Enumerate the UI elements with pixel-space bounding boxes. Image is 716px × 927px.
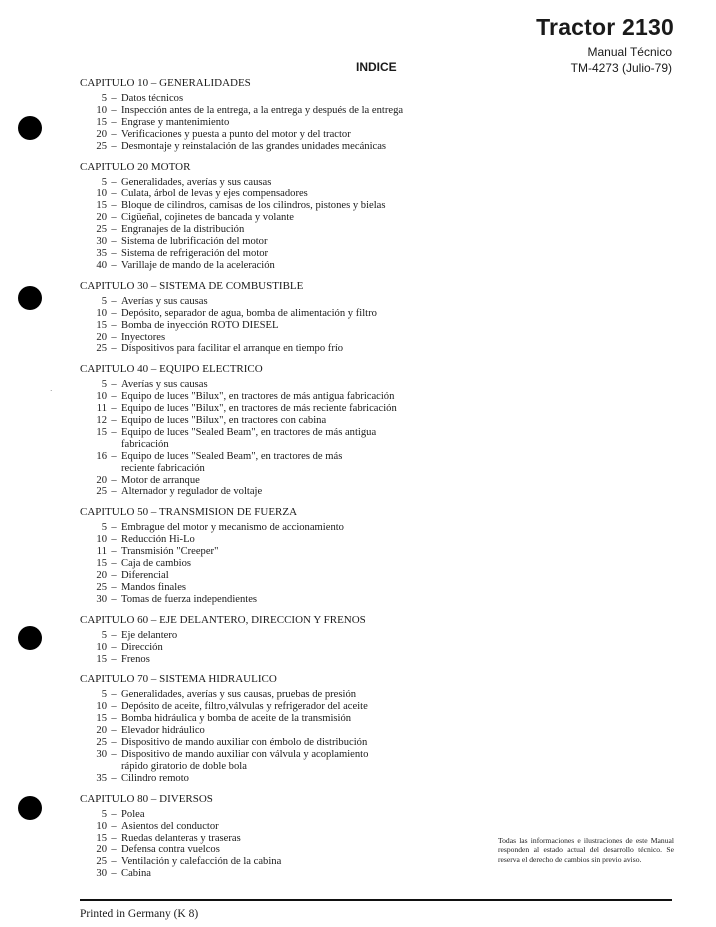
toc-entry <box>80 725 500 737</box>
entry-line: Ventilación y calefacción de la cabina <box>121 856 282 868</box>
entry-dash: – <box>111 104 117 116</box>
entry-line: Sistema de refrigeración del motor <box>121 247 269 259</box>
entry-number: 11 <box>96 546 107 558</box>
entry-line: Ruedas delanteras y traseras <box>121 832 241 844</box>
entry-dash: – <box>111 295 117 307</box>
entry-text <box>121 868 500 880</box>
entry-dash: – <box>111 546 117 558</box>
entry-number: 25 <box>96 343 107 355</box>
entry-line: Engrase y mantenimiento <box>121 116 230 128</box>
entry-number: 20 <box>96 474 107 486</box>
entry-line: Inyectores <box>121 331 166 343</box>
chapter-title: CAPITULO 50 – TRANSMISION DE FUERZA <box>80 506 298 519</box>
toc-entry <box>80 833 500 845</box>
entry-text <box>121 129 500 141</box>
entry-line: Polea <box>121 808 145 820</box>
entry-text <box>121 713 500 725</box>
toc-entry <box>80 212 500 224</box>
entry-text <box>121 546 500 558</box>
entry-number: 15 <box>96 558 107 570</box>
entry-text <box>121 844 500 856</box>
chapter-title: CAPITULO 30 – SISTEMA DE COMBUSTIBLE <box>80 279 304 292</box>
entry-number: 30 <box>96 748 107 760</box>
entry-line: Bomba hidráulica y bomba de aceite de la transmisión <box>121 713 352 725</box>
entry-text <box>121 188 500 200</box>
entry-line: Equipo de luces "Bilux", en tractores con cabina <box>121 415 327 427</box>
entry-dash: – <box>111 653 117 665</box>
entry-text <box>121 177 500 189</box>
entry-text <box>121 558 500 570</box>
entry-number: 10 <box>96 188 107 200</box>
chapter-title: CAPITULO 40 – EQUIPO ELECTRICO <box>80 363 263 376</box>
chapter-title: CAPITULO 60 – EJE DELANTERO, DIRECCION Y FRENOS <box>80 613 366 626</box>
entry-number: 25 <box>96 486 107 498</box>
entry-dash: – <box>111 689 117 701</box>
entry-number: 11 <box>96 403 107 415</box>
entry-number: 20 <box>96 331 107 343</box>
entry-dash: – <box>111 319 117 331</box>
manual-code: TM-4273 (Julio-79) <box>570 61 672 75</box>
toc-entry <box>80 451 500 475</box>
entry-dash: – <box>111 486 117 498</box>
entry-line: Engranajes de la distribución <box>121 224 245 236</box>
entry-dash: – <box>111 391 117 403</box>
entry-dash: – <box>111 570 117 581</box>
entry-number: 25 <box>96 737 107 749</box>
entry-dash: – <box>111 450 117 462</box>
entry-text <box>121 833 500 845</box>
entry-dash: – <box>111 737 117 749</box>
entry-line: Motor de arranque <box>121 474 200 486</box>
entry-dash: – <box>111 629 117 641</box>
toc-entry <box>80 856 500 868</box>
entry-line: Generalidades, averías y sus causas, pruebas de presión <box>121 689 357 701</box>
toc-entry <box>80 260 500 272</box>
entry-dash: – <box>111 236 117 248</box>
toc-entry <box>80 296 500 308</box>
entry-line: Dispositivos para facilitar el arranque en tiempo frío <box>121 343 344 355</box>
toc-entry <box>80 141 500 153</box>
entry-number: 10 <box>96 701 107 713</box>
entry-dash: – <box>111 379 117 391</box>
entry-number: 10 <box>96 307 107 319</box>
entry-line: Equipo de luces "Sealed Beam", en tractores de más antigua <box>121 426 377 438</box>
entry-number: 25 <box>96 581 107 593</box>
toc-entry <box>80 546 500 558</box>
entry-text <box>121 725 500 737</box>
entry-number: 25 <box>96 224 107 236</box>
entry-dash: – <box>111 426 117 438</box>
entry-number: 15 <box>96 832 107 844</box>
toc-entry <box>80 522 500 534</box>
chapter-title: CAPITULO 70 – SISTEMA HIDRAULICO <box>80 673 277 686</box>
entry-text <box>121 856 500 868</box>
entry-dash: – <box>111 403 117 415</box>
entry-line: Desmontaje y reinstalación de las grandes unidades mecánicas <box>121 140 387 152</box>
entry-dash: – <box>111 581 117 593</box>
manual-label: Manual Técnico <box>587 45 672 59</box>
entry-number: 10 <box>96 641 107 653</box>
entry-text <box>121 248 500 260</box>
entry-text <box>121 403 500 415</box>
entry-dash: – <box>111 713 117 725</box>
entry-text <box>121 821 500 833</box>
entry-number: 16 <box>96 450 107 462</box>
entry-text <box>121 534 500 546</box>
toc-entry <box>80 582 500 594</box>
toc-entry <box>80 701 500 713</box>
toc-entry <box>80 654 500 666</box>
chapter-title: CAPITULO 10 – GENERALIDADES <box>80 77 251 89</box>
entry-text <box>121 654 500 666</box>
entry-text <box>121 93 500 105</box>
entry-number: 15 <box>96 713 107 725</box>
toc-entry <box>80 308 500 320</box>
entry-dash: – <box>111 558 117 570</box>
legal-notice: Todas las informaciones e ilustraciones de este Manual responden al estado actual del desarrollo técnico. Se reserva el derecho de cambios sin previo aviso. <box>498 836 674 864</box>
entry-line: Averías y sus causas <box>121 379 208 391</box>
entry-number: 15 <box>96 116 107 128</box>
entry-number: 30 <box>96 868 107 880</box>
entry-text <box>121 737 500 749</box>
entry-line: Dispositivo de mando auxiliar con émbolo de distribución <box>121 737 368 749</box>
toc-entry <box>80 129 500 141</box>
entry-dash: – <box>111 808 117 820</box>
entry-line: Dispositivo de mando auxiliar con válvula y acoplamiento <box>121 748 369 760</box>
entry-dash: – <box>111 868 117 880</box>
chapter-title: CAPITULO 20 MOTOR <box>80 160 191 173</box>
toc-entry <box>80 749 500 773</box>
entry-number: 20 <box>96 844 107 856</box>
toc-entry <box>80 475 500 487</box>
entry-number: 30 <box>96 236 107 248</box>
entry-text <box>121 642 500 654</box>
toc-entry <box>80 200 500 212</box>
entry-dash: – <box>111 343 117 355</box>
entry-number: 5 <box>101 379 107 391</box>
toc-entry <box>80 594 500 606</box>
entry-dash: – <box>111 128 117 140</box>
entry-dash: – <box>111 212 117 224</box>
entry-text <box>121 105 500 117</box>
entry-text <box>121 308 500 320</box>
toc-entry <box>80 713 500 725</box>
toc-entry <box>80 105 500 117</box>
entry-line: Transmisión "Creeper" <box>121 546 219 558</box>
entry-line: Depósito, separador de agua, bomba de alimentación y filtro <box>121 307 377 319</box>
entry-line: Averías y sus causas <box>121 295 208 307</box>
entry-number: 30 <box>96 593 107 605</box>
entry-dash: – <box>111 748 117 760</box>
toc-entry <box>80 737 500 749</box>
toc-entry <box>80 868 500 880</box>
entry-text <box>121 689 500 701</box>
entry-dash: – <box>111 856 117 868</box>
entry-text <box>121 630 500 642</box>
entry-line: Equipo de luces "Bilux", en tractores de más reciente fabricación <box>121 403 397 415</box>
entry-dash: – <box>111 844 117 856</box>
entry-line: Cabina <box>121 868 152 880</box>
entry-dash: – <box>111 140 117 152</box>
footer-imprint: Printed in Germany (K 8) <box>80 908 199 920</box>
toc-entry <box>80 689 500 701</box>
entry-line: Reducción Hi-Lo <box>121 534 195 546</box>
entry-dash: – <box>111 725 117 737</box>
entry-number: 15 <box>96 426 107 438</box>
toc-entry <box>80 343 500 355</box>
entry-line: Defensa contra vuelcos <box>121 844 220 856</box>
entry-line: Sistema de lubrificación del motor <box>121 236 268 248</box>
entry-line: Eje delantero <box>121 629 178 641</box>
entry-text <box>121 391 500 403</box>
entry-dash: – <box>111 415 117 427</box>
entry-number: 20 <box>96 128 107 140</box>
entry-number: 5 <box>101 93 107 104</box>
entry-text <box>121 296 500 308</box>
entry-text <box>121 212 500 224</box>
entry-dash: – <box>111 176 117 188</box>
entry-text <box>121 415 500 427</box>
entry-dash: – <box>111 593 117 605</box>
entry-number: 20 <box>96 212 107 224</box>
entry-line: Frenos <box>121 653 150 665</box>
document-title: Tractor 2130 <box>536 14 674 40</box>
entry-text <box>121 379 500 391</box>
toc-entry <box>80 224 500 236</box>
margin-mark: · <box>50 387 53 395</box>
entry-line: Caja de cambios <box>121 558 192 570</box>
entry-text <box>121 320 500 332</box>
entry-line: rápido giratorio de doble bola <box>121 760 247 772</box>
entry-dash: – <box>111 116 117 128</box>
entry-number: 35 <box>96 772 107 784</box>
entry-dash: – <box>111 307 117 319</box>
toc-entry <box>80 403 500 415</box>
entry-text <box>121 260 500 272</box>
entry-number: 25 <box>96 856 107 868</box>
entry-text <box>121 451 500 475</box>
entry-number: 20 <box>96 725 107 737</box>
entry-text <box>121 749 500 773</box>
entry-number: 5 <box>101 522 107 534</box>
punch-hole <box>18 116 42 140</box>
chapter-title: CAPITULO 80 – DIVERSOS <box>80 792 213 805</box>
index-heading: INDICE <box>356 60 397 74</box>
toc-entry <box>80 332 500 344</box>
entry-number: 5 <box>101 808 107 820</box>
toc-entry <box>80 558 500 570</box>
entry-text <box>121 236 500 248</box>
entry-line: reciente fabricación <box>121 462 205 474</box>
entry-text <box>121 117 500 129</box>
entry-line: Alternador y regulador de voltaje <box>121 486 263 498</box>
entry-line: Embrague del motor y mecanismo de accionamiento <box>121 522 344 534</box>
entry-line: Verificaciones y puesta a punto del motor y del tractor <box>121 128 351 140</box>
entry-dash: – <box>111 534 117 546</box>
entry-number: 5 <box>101 176 107 188</box>
toc-entry <box>80 642 500 654</box>
entry-line: Asientos del conductor <box>121 820 219 832</box>
entry-number: 15 <box>96 319 107 331</box>
entry-dash: – <box>111 247 117 259</box>
entry-text <box>121 332 500 344</box>
entry-line: Mandos finales <box>121 581 187 593</box>
entry-dash: – <box>111 474 117 486</box>
entry-line: Bomba de inyección ROTO DIESEL <box>121 319 279 331</box>
entry-text <box>121 570 500 582</box>
entry-dash: – <box>111 188 117 200</box>
entry-dash: – <box>111 331 117 343</box>
entry-dash: – <box>111 224 117 236</box>
toc-entry <box>80 415 500 427</box>
entry-line: Culata, árbol de levas y ejes compensadores <box>121 188 308 200</box>
entry-line: fabricación <box>121 438 169 450</box>
punch-hole <box>18 626 42 650</box>
entry-line: Varillaje de mando de la aceleración <box>121 259 275 271</box>
entry-number: 40 <box>96 259 107 271</box>
punch-hole <box>18 286 42 310</box>
toc-entry <box>80 534 500 546</box>
entry-number: 5 <box>101 629 107 641</box>
entry-dash: – <box>111 259 117 271</box>
entry-number: 20 <box>96 570 107 581</box>
table-of-contents <box>80 76 500 880</box>
entry-dash: – <box>111 200 117 212</box>
entry-text <box>121 773 500 785</box>
entry-number: 10 <box>96 534 107 546</box>
entry-number: 15 <box>96 653 107 665</box>
toc-entry <box>80 248 500 260</box>
entry-dash: – <box>111 641 117 653</box>
entry-line: Cilindro remoto <box>121 772 189 784</box>
entry-text <box>121 224 500 236</box>
entry-line: Diferencial <box>121 570 169 581</box>
toc-entry <box>80 486 500 498</box>
entry-text <box>121 475 500 487</box>
entry-line: Equipo de luces "Sealed Beam", en tractores de más <box>121 450 343 462</box>
punch-hole <box>18 796 42 820</box>
entry-text <box>121 200 500 212</box>
entry-text <box>121 141 500 153</box>
toc-entry <box>80 117 500 129</box>
entry-number: 25 <box>96 140 107 152</box>
toc-entry <box>80 427 500 451</box>
entry-dash: – <box>111 522 117 534</box>
entry-line: Depósito de aceite, filtro,válvulas y refrigerador del aceite <box>121 701 368 713</box>
toc-entry <box>80 809 500 821</box>
entry-text <box>121 486 500 498</box>
entry-text <box>121 522 500 534</box>
entry-dash: – <box>111 832 117 844</box>
toc-entry <box>80 391 500 403</box>
toc-entry <box>80 379 500 391</box>
entry-line: Cigüeñal, cojinetes de bancada y volante <box>121 212 294 224</box>
entry-number: 35 <box>96 247 107 259</box>
entry-number: 10 <box>96 820 107 832</box>
toc-entry <box>80 773 500 785</box>
entry-text <box>121 594 500 606</box>
entry-dash: – <box>111 93 117 104</box>
entry-line: Datos técnicos <box>121 93 184 104</box>
entry-number: 10 <box>96 391 107 403</box>
entry-line: Tomas de fuerza independientes <box>121 593 258 605</box>
entry-line: Inspección antes de la entrega, a la entrega y después de la entrega <box>121 104 404 116</box>
entry-number: 5 <box>101 689 107 701</box>
toc-entry <box>80 320 500 332</box>
footer-rule <box>80 899 672 901</box>
entry-line: Dirección <box>121 641 163 653</box>
entry-text <box>121 701 500 713</box>
entry-dash: – <box>111 701 117 713</box>
entry-line: Generalidades, averías y sus causas <box>121 176 272 188</box>
entry-text <box>121 427 500 451</box>
entry-line: Equipo de luces "Bilux", en tractores de más antigua fabricación <box>121 391 395 403</box>
toc-entry <box>80 570 500 582</box>
entry-number: 15 <box>96 200 107 212</box>
entry-line: Elevador hidráulico <box>121 725 205 737</box>
toc-entry <box>80 188 500 200</box>
toc-entry <box>80 844 500 856</box>
entry-number: 10 <box>96 104 107 116</box>
entry-text <box>121 582 500 594</box>
entry-text <box>121 343 500 355</box>
entry-dash: – <box>111 820 117 832</box>
entry-line: Bloque de cilindros, camisas de los cilindros, pistones y bielas <box>121 200 386 212</box>
toc-entry <box>80 236 500 248</box>
toc-entry <box>80 93 500 105</box>
entry-dash: – <box>111 772 117 784</box>
entry-text <box>121 809 500 821</box>
toc-entry <box>80 821 500 833</box>
toc-entry <box>80 630 500 642</box>
entry-number: 5 <box>101 295 107 307</box>
toc-entry <box>80 177 500 189</box>
entry-number: 12 <box>96 415 107 427</box>
